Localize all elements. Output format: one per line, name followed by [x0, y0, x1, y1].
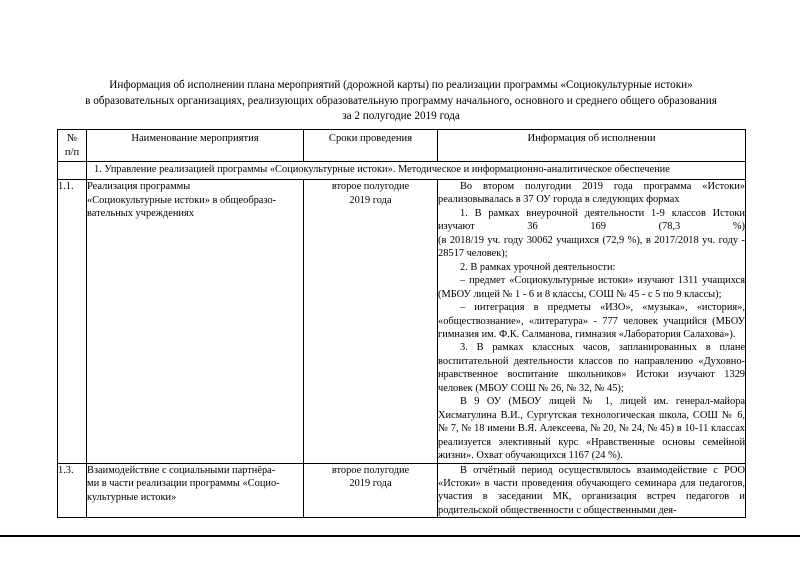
row-name-line: ми в части реализации программы «Социо- — [87, 478, 280, 490]
table-row — [58, 180, 746, 464]
row-name — [87, 180, 304, 464]
row-info — [438, 180, 746, 464]
info-paragraph: – интеграция в предметы «ИЗО», «музыка», «история», «обществознание», «литература» - 777 человек учащийся (МБОУ гимназия им. Ф.К. Салманова, гимназия «Лаборатория Салахова»). — [438, 302, 745, 340]
row-number: 1.1. — [58, 180, 87, 464]
row-term-line: второе полугодие — [331, 464, 410, 476]
row-term — [304, 463, 438, 518]
info-paragraph: В 9 ОУ (МБОУ лицей № 1, лицей им. генерал-майора Хисматулина В.И., Сургутская технологическая школа, СОШ № 6, № 7, № 18 имени В.Я. Алексеева, № 20, № 24, № 45) в 10-11 классах реализуется элективный курс «Нравственные основы семейной жизни». Охват обучающихся 1167 (24 %). — [438, 396, 745, 462]
info-paragraph: В отчётный период осуществлялось взаимодействие с РОО «Истоки» в части проведения обучающего семинара для педагогов, участия в заседании МК, организация встреч педагогов и родительской общественности с общественными дея- — [438, 464, 745, 516]
section-row-title: 1. Управление реализацией программы «Социокультурные истоки». Методическое и информационно-аналитическое обеспечение — [94, 164, 670, 175]
row-name-line: вательных учреждениях — [87, 208, 194, 220]
row-term-line: 2019 года — [349, 194, 392, 206]
table-section-row — [58, 162, 746, 180]
title-line-3: за 2 полугодие 2019 года — [342, 110, 460, 123]
row-number: 1.3. — [58, 463, 87, 518]
info-paragraph: 2. В рамках урочной деятельности: — [460, 261, 616, 273]
table-header-row — [58, 130, 746, 162]
info-paragraph: (в 2018/19 уч. году 30062 учащихся (72,9 %), в 2017/2018 уч. году - 28517 человек); — [438, 234, 745, 260]
column-header-number — [58, 130, 87, 162]
info-paragraph: Во втором полугодии 2019 года программа «Истоки» реализовывалась в 37 ОУ города в следующих формах — [438, 181, 745, 206]
column-header-term: Сроки проведения — [304, 130, 438, 162]
row-info — [438, 463, 746, 518]
row-name-line: Реализация программы — [87, 181, 191, 192]
row-term — [304, 180, 438, 464]
row-name — [87, 463, 304, 518]
row-term-line: второе полугодие — [331, 181, 410, 192]
column-header-number-line2: п/п — [64, 146, 80, 158]
column-header-name: Наименование мероприятия — [87, 130, 304, 162]
row-name-line: «Социокультурные истоки» в общеобразо- — [87, 194, 277, 206]
table-row — [58, 463, 746, 518]
info-paragraph: 3. В рамках классных часов, запланированных в плане воспитательной деятельности классов по направлению «Духовно-нравственное воспитание школьников» Истоки изучают 1329 человек (МБОУ СОШ № 26, № 32, № 45); — [438, 342, 745, 394]
info-paragraph: – предмет «Социокультурные истоки» изучают 1311 учащихся (МБОУ лицей № 1 - 6 и 8 классы, СОШ № 45 - с 5 по 9 классы); — [438, 275, 745, 300]
title-line-1: Информация об исполнении плана мероприятий (дорожной карты) по реализации программы «Социокультурные истоки» — [109, 79, 693, 91]
column-header-info: Информация об исполнении — [438, 130, 746, 162]
section-row-title-cell — [87, 162, 746, 180]
column-header-number-line1: № — [66, 133, 78, 144]
report-table — [57, 129, 746, 518]
row-name-line: Взаимодействие с социальными партнёра- — [87, 464, 276, 476]
row-term-line: 2019 года — [349, 478, 392, 490]
page-break-rule — [0, 535, 800, 537]
info-paragraph: 1. В рамках внеурочной деятельности 1-9 классов Истоки изучают 36 169 (78,3 %) — [438, 207, 745, 233]
row-name-line: культурные истоки» — [87, 491, 177, 503]
page-title — [57, 78, 745, 125]
title-line-2: в образовательных организациях, реализующих образовательную программу начального, основного и среднего общего образования — [85, 94, 717, 107]
section-row-number-cell — [58, 162, 87, 180]
